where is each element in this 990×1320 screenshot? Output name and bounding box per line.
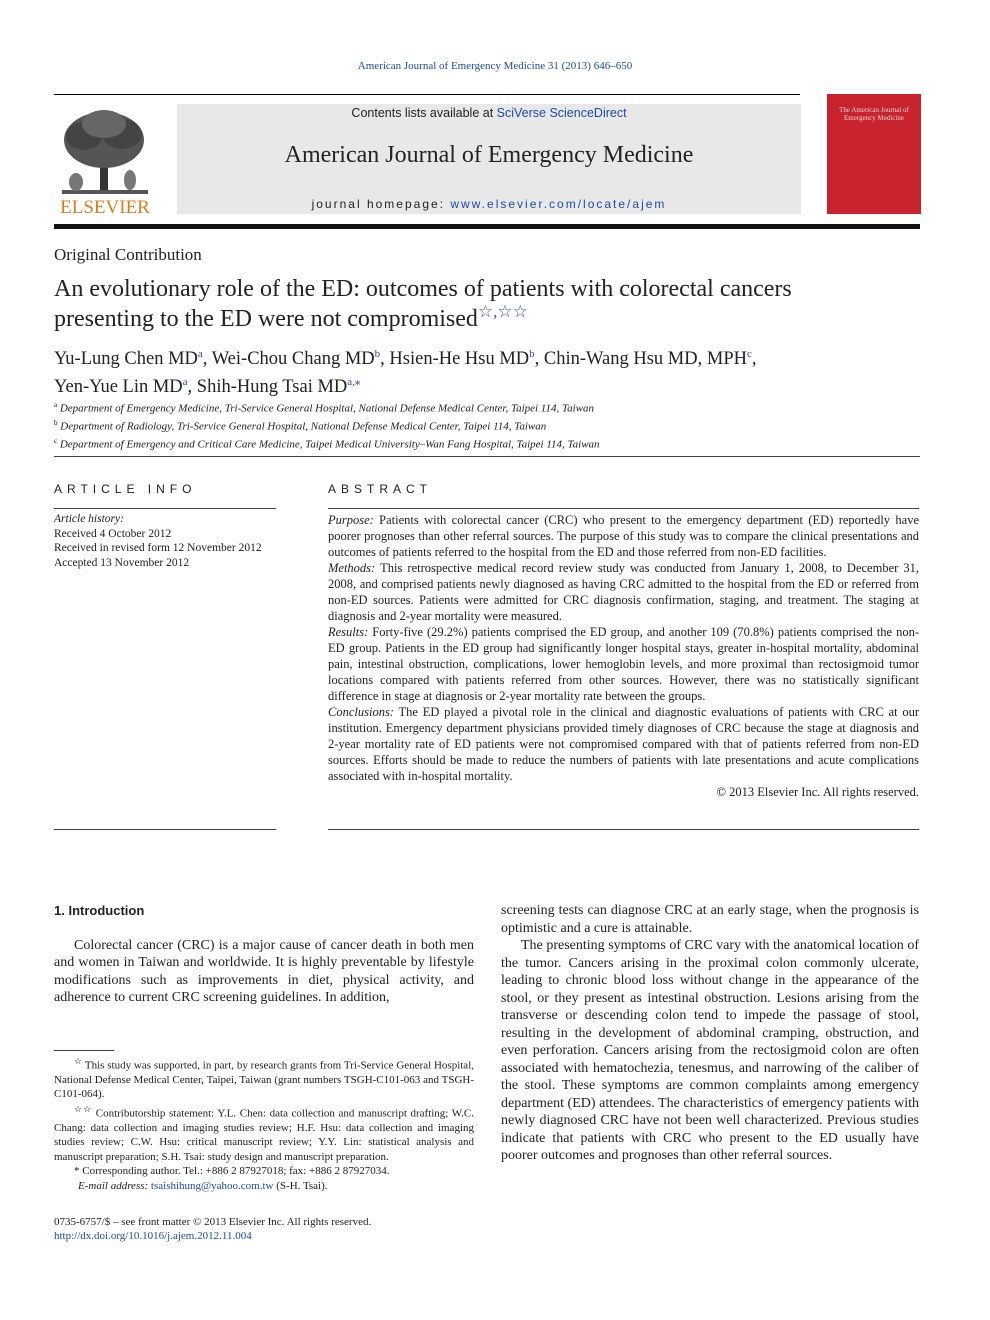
affiliation: $^c$ Department of Emergency and Critical Care Medicine, Taipei Medical University–Wan Fang Hospital, Taipei 114, Taiwan [54,437,600,451]
email-link[interactable]: tsaishihung@yahoo.com.tw [150,1179,274,1192]
journal-homepage: journal homepage: www.elsevier.com/locate/ajem [311,197,667,211]
body-paragraph: screening tests can diagnose CRC at an early stage, when the prognosis is optimistic and a cure is attainable. [501,903,919,936]
article-info-bottom-rule [54,829,276,830]
journal-title: American Journal of Emergency Medicine [284,142,694,168]
abstract-rule [328,508,919,509]
footnote-rule [54,1050,114,1051]
intro-paragraph: Colorectal cancer (CRC) is a major cause of cancer death in both men and women in Taiwan and worldwide. It is highly preventable by lifestyle modifications such as improvements in diet, physical activity, and adherence to current CRC screening guidelines. In addition, [54,937,474,1005]
article-info-rule [54,508,276,509]
author: Yen-Yue Lin MD [54,377,183,398]
affiliation: $^a$ Department of Emergency Medicine, Tri-Service General Hospital, National Defense Medical Center, Taipei 114, Taiwan [54,401,594,415]
sciencedirect-link[interactable]: SciVerse ScienceDirect [496,106,627,120]
cover-title: The American Journal of Emergency Medicine [839,106,909,122]
abstract-conclusions: Conclusions: The ED played a pivotal role in the clinical and diagnostic evaluations of patients with CRC at our institution. Emergency department physicians provided timely diagnoses of CRC because the stage at diagnosis and 2-year mortality rate of ED patients were not compromised compared with that of patients referred from non-ED sources. Efforts should be made to reduce the numbers of patients with late presentations and acute complications associated with in-hospital mortality. [328,705,919,783]
journal-banner [177,104,801,214]
author: Wei-Chou Chang MD [211,349,375,370]
footnote-corresponding: * Corresponding author. Tel.: +886 2 87927018; fax: +886 2 87927034. [74,1165,390,1178]
section-heading-introduction: 1. Introduction [54,903,145,918]
article-info-heading: ARTICLE INFO [54,482,197,496]
author: Chin-Wang Hsu MD, MPH [543,349,747,370]
footnote-funding: ☆ This study was supported, in part, by research grants from Tri-Service General Hospital, National Defense Medical Center, Taipei, Taiwan (grant numbers TSGH-C101-063 and TSGH-C101-064). [54,1056,474,1101]
abstract-copyright: © 2013 Elsevier Inc. All rights reserved. [716,785,919,799]
body-left-column [54,902,474,1007]
author-list: Yu-Lung Chen $MD^a$, Wei-Chou Chang $MD^b$, Hsien-He Hsu $MD^b$, Chin-Wang Hsu MD, MPH$^c$, Yen-Yue Lin $MD^a$, Shih-Hung Tsai $MD^{a,⁎}$ [54,348,757,398]
section-type: Original Contribution [54,245,202,264]
author: Yu-Lung Chen MD [54,349,198,370]
affiliations-rule [54,456,920,457]
page-footer [54,1215,474,1243]
abstract-body [328,512,919,800]
issn-line: 0735-6757/$ – see front matter © 2013 Elsevier Inc. All rights reserved. [54,1216,372,1228]
journal-cover[interactable] [827,94,921,214]
affiliations [54,398,934,452]
elsevier-logo [52,106,158,218]
abstract-purpose: Purpose: Patients with colorectal cancer (CRC) who present to the emergency department (ED) reportedly have poorer prognoses than other referral sources. The purpose of this study was to compare the clinical presentations and outcomes of patients referred to the hospital from the ED and those referred from non-ED facilities. [328,513,919,559]
abstract-results: Results: Forty-five (29.2%) patients comprised the ED group, and another 109 (70.8%) patients comprised the non-ED group. Patients in the ED group had significantly longer hospital stays, greater in-hospital mortality, abdominal pain, intestinal obstruction, complications, lower hemoglobin levels, and more proximal than rectosigmoid tumor locations compared with patients referred from other sources. However, there was no statistically significant difference in stage at diagnosis or 2-year mortality rate between the groups. [328,625,919,703]
elsevier-logo-text: ELSEVIER [60,197,150,218]
body-paragraph: The presenting symptoms of CRC vary with the anatomical location of the tumor. Cancers arising in the proximal colon commonly ulcerate, leading to chronic blood loss without change in the appearance of the stool, or they present as intestinal obstruction. Lesions arising from the transverse or descending colon tend to impede the passage of stool, resulting in the development of abdominal cramping, obstruction, and even perforation. Cancers arising from the rectosigmoid colon are often associated with hematochezia, tenesmus, and narrowing of the caliber of the stool. These symptoms are common complaints among emergency department (ED) attendees. The characteristics of emergency patients with newly diagnosed CRC have not been well characterized. Previous studies indicate that patients with CRC who present to the ED usually have poorer outcomes and prognoses than other referral sources. [501,938,919,1163]
body-right-column [501,902,919,1165]
abstract-methods: Methods: This retrospective medical record review study was conducted from January 1, 2008, to December 31, 2008, and comprised patients newly diagnosed as having CRC admitted to the hospital from the ED or referred from non-ED sources. Patients were admitted for CRC diagnosis confirmation, staging, and treatment. The staging at diagnosis and 2-year mortality were measured. [328,561,919,623]
abstract-heading: ABSTRACT [328,482,433,496]
author: Shih-Hung Tsai MD [196,377,348,398]
title-footnote-marks[interactable]: ☆,☆☆ [477,302,528,321]
footnote-email: E-mail address: tsaishihung@yahoo.com.tw (S-H. Tsai). [78,1179,328,1192]
footnote-contributorship: ☆☆ Contributorship statement: Y.L. Chen: data collection and manuscript drafting; W.C. Chang: data collection and imaging studies review; H.F. Hsu: data collection and imaging studies review; C.W. Hsu: critical manuscript review; Y.Y. Lin: statistical analysis and manuscript preparation; S.H. Tsai: study design and manuscript preparation. [54,1103,474,1163]
journal-citation[interactable]: American Journal of Emergency Medicine 31 (2013) 646–650 [357,60,633,72]
article-title: An evolutionary role of the ED: outcomes of patients with colorectal cancers presenting to the ED were not compromised☆,☆☆ [54,276,792,332]
contents-line: Contents lists available at SciVerse ScienceDirect [351,106,627,120]
header-thick-rule [54,224,920,229]
doi-link[interactable]: http://dx.doi.org/10.1016/j.ajem.2012.11.004 [54,1230,252,1242]
article-history: Article history: Received 4 October 2012 Received in revised form 12 November 2012 Accepted 13 November 2012 [54,513,262,569]
footnotes [54,1054,474,1193]
author: Hsien-He Hsu MD [389,349,530,370]
homepage-link[interactable]: www.elsevier.com/locate/ajem [450,197,667,211]
header-rule [54,94,800,95]
affiliation: $^b$ Department of Radiology, Tri-Service General Hospital, National Defense Medical Center, Taipei 114, Taiwan [54,419,547,433]
abstract-bottom-rule [328,829,919,830]
